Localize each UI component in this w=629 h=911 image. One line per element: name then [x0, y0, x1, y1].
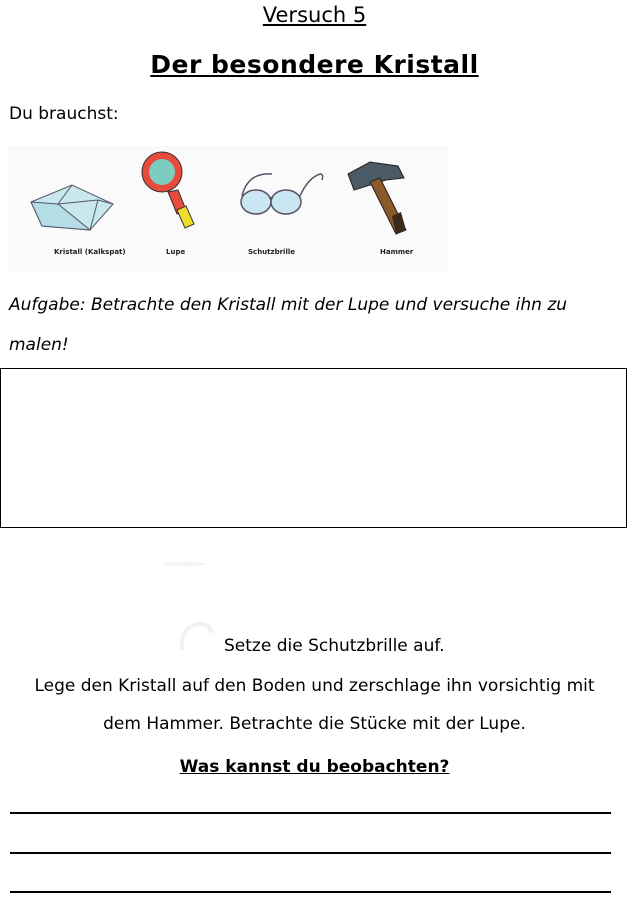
observation-question: Was kannst du beobachten? — [179, 757, 450, 777]
materials-illustration — [8, 146, 448, 272]
goggles-icon — [236, 168, 328, 220]
task-instruction: Aufgabe: Betrachte den Kristall mit der Lupe und versuche ihn zu malen! — [9, 295, 568, 355]
tool-label-crystal: Kristall (Kalkspat) — [54, 248, 126, 256]
magnifier-icon — [138, 148, 198, 230]
answer-line[interactable] — [10, 852, 611, 854]
materials-heading: Du brauchst: — [9, 104, 119, 124]
tool-label-hammer: Hammer — [380, 248, 414, 256]
worksheet-title: Der besondere Kristall — [150, 50, 479, 79]
instruction-line-1: Setze die Schutzbrille auf. — [224, 636, 445, 656]
answer-line[interactable] — [10, 891, 611, 893]
drawing-box[interactable] — [0, 368, 627, 528]
hammer-icon — [346, 156, 410, 238]
instruction-line-2: Lege den Kristall auf den Boden und zerschlage ihn vorsichtig mit — [34, 676, 595, 696]
answer-line[interactable] — [10, 812, 611, 814]
worksheet-subtitle: Versuch 5 — [262, 3, 367, 27]
tool-label-goggles: Schutzbrille — [248, 248, 295, 256]
tool-label-magnifier: Lupe — [166, 248, 186, 256]
faint-goggles-icon — [172, 615, 222, 660]
scan-artifact-icon — [160, 560, 210, 568]
instruction-line-3: dem Hammer. Betrachte die Stücke mit der Lupe. — [103, 714, 526, 734]
crystal-icon — [28, 182, 118, 240]
